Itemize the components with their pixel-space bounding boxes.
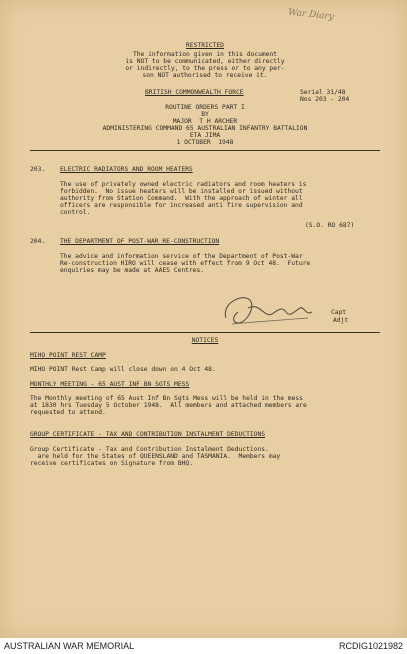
header-line: 1 OCTOBER 1948 [176, 139, 234, 146]
order-body-line: The advice and information service of the Department of Post-War [60, 253, 303, 260]
order-number: 203. [30, 166, 46, 173]
signature-appointment: Adjt [333, 317, 349, 324]
divider [30, 150, 380, 151]
restricted-line: The information given in this document [132, 51, 278, 58]
restricted-heading: RESTRICTED [186, 42, 224, 49]
notice-body-line: The Monthly meeting of 65 Aust Inf Bn Sgts Mess will be held in the mess [30, 395, 303, 402]
force-heading: BRITISH COMMONWEALTH FORCE [145, 89, 244, 96]
order-body-line: authority from Station Command. With the approach of winter all [60, 195, 303, 202]
order-body-line: officers are responsible for increased anti fire supervision and [60, 202, 303, 209]
order-body-line: Re-construction HIRO will cease with effect from 9 Oct 48. Future [60, 260, 311, 267]
header-line: ROUTINE ORDERS PART I [165, 104, 245, 111]
header-line: BY [201, 111, 209, 118]
signature-rank: Capt [331, 309, 347, 316]
pencil-annotation: War Diary [287, 7, 335, 23]
order-number: 204. [30, 238, 46, 245]
restricted-line: or indirectly, to the press or to any per- [125, 65, 285, 72]
notice-title: MONTHLY MEETING - 65 AUST INF BN SGTS MESS [30, 381, 190, 388]
order-body-line: The use of privately owned electric radiators and room heaters is [60, 181, 307, 188]
serial-number: Serial 31/48 [300, 89, 346, 96]
archive-name: AUSTRALIAN WAR MEMORIAL [4, 641, 135, 651]
restricted-line: son NOT authorised to receive it. [142, 72, 268, 79]
order-title: THE DEPARTMENT OF POST-WAR RE-CONSTRUCTION [60, 238, 220, 245]
notice-body-line: MIHO POINT Rest Camp will close down on 4 Oct 48. [30, 366, 216, 373]
notice-body-line: Group Certificate - Tax and Contribution Instalment Deductions. [30, 446, 269, 453]
order-title: ELECTRIC RADIATORS AND ROOM HEATERS [60, 166, 193, 173]
notice-title: MIHO POINT REST CAMP [30, 352, 106, 359]
notice-body-line: requested to attend. [30, 409, 106, 416]
header-line: ETA JIMA [189, 132, 221, 139]
notice-body-line: receive certificates on Signature from BHQ. [30, 460, 194, 467]
header-line: MAJOR T H ARCHER [172, 118, 238, 125]
archive-id: RCDIG1021982 [338, 641, 403, 651]
divider [30, 332, 380, 333]
notice-title: GROUP CERTIFICATE - TAX AND CONTRIBUTION INSTALMENT DEDUCTIONS [30, 431, 266, 438]
adjutant-signature [212, 288, 330, 332]
order-body-line: control. [60, 209, 91, 216]
header-line: ADMINISTERING COMMAND 65 AUSTRALIAN INFANTRY BATTALION [102, 125, 308, 132]
notice-body-line: at 1830 hrs Tuesday 5 October 1948. All members and attached members are [30, 402, 307, 409]
restricted-line: is NOT to be communicated, either directly [125, 58, 285, 65]
order-numbers: Nos 203 - 204 [300, 96, 350, 103]
order-body-line: enquiries may be made at AAES Centres. [60, 267, 205, 274]
notice-body-line: are held for the States of QUEENSLAND and TASMANIA. Members may [30, 453, 281, 460]
order-reference: (S.O. RO 687) [305, 222, 355, 229]
archive-footer [0, 638, 407, 654]
order-body-line: forbidden. No issue heaters will be installed or issued without [60, 188, 303, 195]
notices-heading: NOTICES [191, 337, 219, 344]
